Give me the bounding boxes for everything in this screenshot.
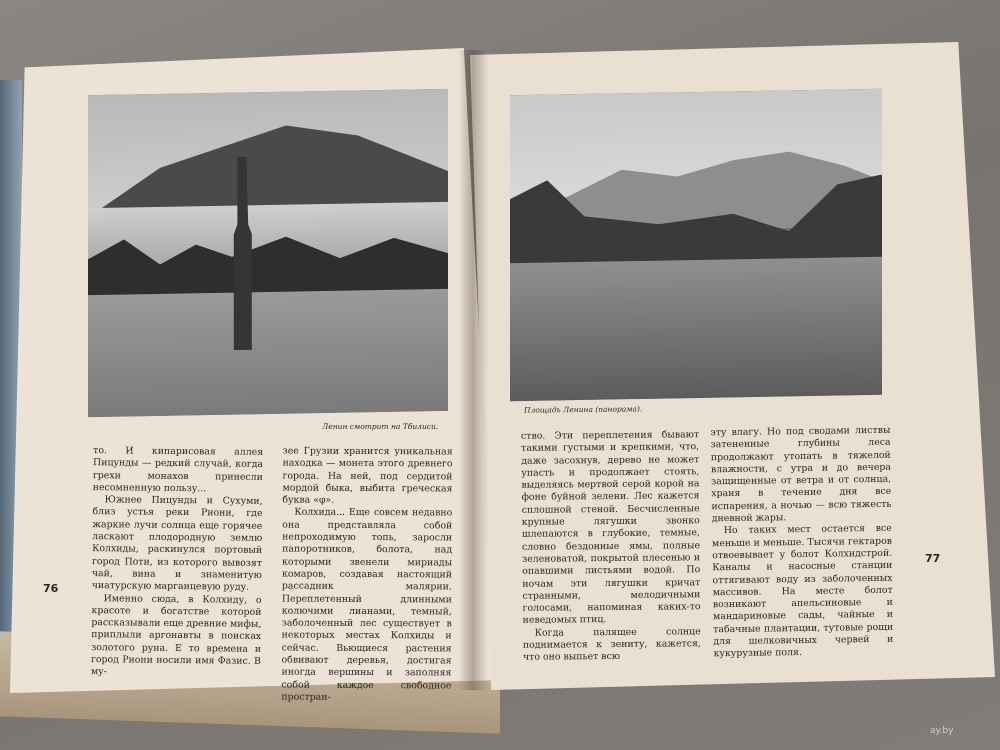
paragraph: эту влагу. Но под сводами листвы затененные глубины леса продолжают утопать в тяжелой влажности, с утра и до вечера защищенные от ветра и от солнца, храня в течение дня все испарения, а ночью — всю тяжесть дневной жары. — [710, 424, 892, 525]
paragraph: Колхида... Еще совсем недавно она представляла собой непроходимую топь, заросли папоротников, болота, над которыми звенели мириады комаров, создавая настоящий рассадник малярии. Переплетенный длинными колючими лианами, темный, заболоченный лес существует в некоторых местах Колхиды и сейчас. Вьющиеся растения обвивают деревья, достигая иногда вершины и заполняя собой каждое свободное простран- — [281, 507, 453, 703]
left-column-2 — [281, 446, 452, 705]
paragraph: Когда палящее солнце поднимается к зениту, кажется, что оно выпьет всю — [522, 625, 701, 664]
paragraph: зее Грузии хранится уникальная находка — монета этого древнего города. На ней, под сердитой мордой быка, выбита греческая буква «φ». — [282, 445, 453, 507]
right-column-1 — [521, 429, 701, 664]
watermark: ay.by — [930, 726, 954, 736]
photo-square — [510, 257, 882, 401]
paragraph: Именно сюда, в Колхиду, о красоте и богатстве которой рассказывали еще древние мифы, приплыли аргонавты в поисках золотого руна. Е то времена и город Риони носили имя Фазис. В му- — [90, 592, 262, 678]
left-photo-caption: Ленин смотрит на Тбилиси. — [322, 422, 439, 431]
page-number-right: 77 — [925, 552, 941, 565]
paragraph: ство. Эти переплетения бывают такими густыми и крепкими, что, даже засохнув, дерево не может упасть и продолжает стоять, выделяясь мертвой серой корой на фоне буйной зелени. Лес кажется сплошной стеной. Бесчисленные крупные лягушки звонко шлепаются в глубокие, темные, словно бездонные ямы, полные зеленоватой, покрытой плесенью и опавшими листьями водой. По ночам эти лягушки кричат странными, мелодичными голосами, напоминая каких-то неведомых птиц. — [520, 429, 701, 627]
left-column-1 — [91, 445, 263, 680]
photo-lenin-tbilisi — [88, 89, 448, 417]
book-gutter — [458, 50, 488, 690]
paragraph: Южнее Пицунды и Сухуми, близ устья реки Риони, где жаркие лучи солнца еще горячее ласкают плодородную землю Колхиды, раскинулся портовый город Поти, из которого вывозят чай, вина и знаменитую чиатурскую марганцевую руду. — [91, 494, 263, 594]
page-number-left: 76 — [43, 582, 59, 595]
paragraph: то. И кипарисовая аллея Пицунды — редкий случай, когда грехи монахов принесли несомненную пользу... — [92, 445, 264, 495]
right-photo-caption: Площадь Ленина (панорама). — [523, 404, 643, 415]
paragraph: Но таких мест остается все меньше и меньше. Тысячи гектаров отвоевывает у болот Колхидстрой. Каналы и насосные станции оттягивают воду из заболоченных массивов. На месте болот возникают апельсиновые и мандариновые сады, чайные и табачные плантации, тутовые рощи для шелковичных червей и кукурузные поля. — [711, 523, 894, 660]
photo-plaza — [88, 288, 448, 417]
right-column-2 — [710, 425, 893, 661]
photo-lenin-square — [510, 89, 882, 401]
